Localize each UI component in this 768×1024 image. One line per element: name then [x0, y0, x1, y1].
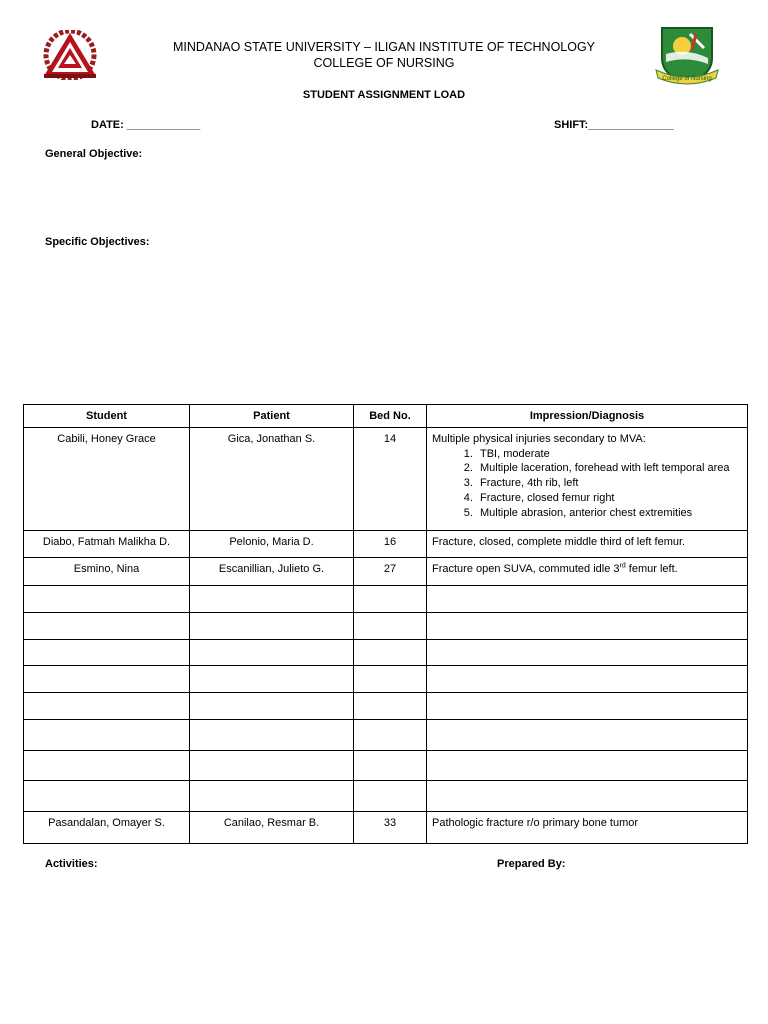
bed-cell: 16 [354, 531, 427, 558]
college-of-nursing-shield-icon [654, 24, 720, 86]
diagnosis-cell [427, 428, 748, 531]
diagnosis-text: Multiple physical injuries secondary to MVA: [432, 433, 646, 445]
general-objective-label: General Objective: [45, 148, 143, 160]
table-row [24, 812, 748, 844]
empty-row [24, 751, 748, 781]
diagnosis-cell: Fracture, closed, complete middle third of left femur. [427, 531, 748, 558]
activities-label: Activities: [45, 858, 98, 870]
table-row [24, 558, 748, 586]
bed-cell: 33 [354, 812, 427, 844]
empty-row [24, 720, 748, 751]
prepared-by-label: Prepared By: [497, 858, 566, 870]
diagnosis-item: 2. Multiple laceration, forehead with left temporal area [476, 461, 741, 476]
diagnosis-item: 3. Fracture, 4th rib, left [476, 476, 741, 491]
bed-cell: 14 [354, 428, 427, 531]
msu-iit-seal-icon [38, 30, 102, 80]
empty-row [24, 613, 748, 640]
student-cell: Esmino, Nina [24, 558, 190, 586]
shift-field: SHIFT:______________ [554, 119, 674, 131]
specific-objectives-label: Specific Objectives: [45, 236, 150, 248]
college-name: COLLEGE OF NURSING [313, 56, 455, 70]
empty-row [24, 693, 748, 720]
patient-cell: Pelonio, Maria D. [190, 531, 354, 558]
diagnosis-list [432, 447, 741, 521]
table-row [24, 531, 748, 558]
header-patient: Patient [190, 405, 354, 428]
date-field: DATE: ____________ [91, 119, 201, 131]
header-bed-no: Bed No. [354, 405, 427, 428]
table-header-row [24, 405, 748, 428]
patient-cell: Canilao, Resmar B. [190, 812, 354, 844]
university-name: MINDANAO STATE UNIVERSITY – ILIGAN INSTITUTE OF TECHNOLOGY [172, 40, 596, 54]
header-diagnosis: Impression/Diagnosis [427, 405, 748, 428]
patient-cell: Escanillian, Julieto G. [190, 558, 354, 586]
assignment-table [23, 404, 748, 844]
empty-row [24, 781, 748, 812]
student-cell: Diabo, Fatmah Malikha D. [24, 531, 190, 558]
college-of-nursing-ribbon: College of Nursing [662, 76, 712, 82]
diagnosis-cell: Fracture open SUVA, commuted idle 3rd femur left. [427, 558, 748, 586]
empty-row [24, 586, 748, 613]
empty-row [24, 666, 748, 693]
bed-cell: 27 [354, 558, 427, 586]
student-cell: Cabili, Honey Grace [24, 428, 190, 531]
table-row [24, 428, 748, 531]
diagnosis-item: 1. TBI, moderate [476, 447, 741, 462]
patient-cell: Gica, Jonathan S. [190, 428, 354, 531]
diagnosis-item: 5. Multiple abrasion, anterior chest extremities [476, 506, 741, 521]
diagnosis-cell: Pathologic fracture r/o primary bone tumor [427, 812, 748, 844]
header-student: Student [24, 405, 190, 428]
student-cell: Pasandalan, Omayer S. [24, 812, 190, 844]
diagnosis-item: 4. Fracture, closed femur right [476, 491, 741, 506]
empty-row [24, 640, 748, 666]
document-title: STUDENT ASSIGNMENT LOAD [302, 89, 466, 101]
